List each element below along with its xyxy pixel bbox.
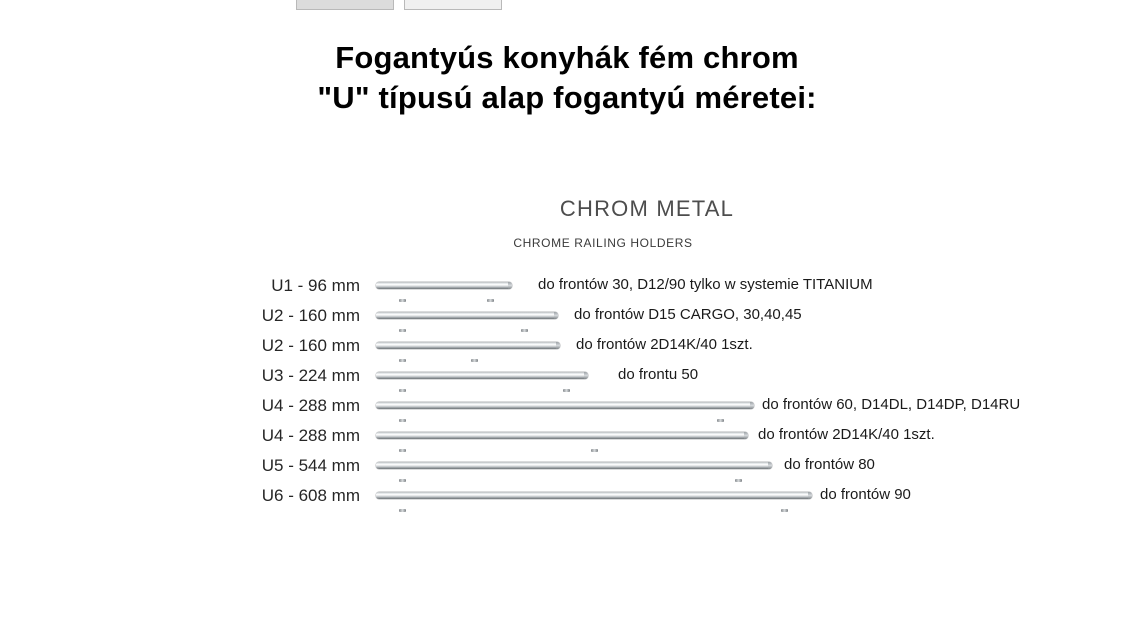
handle-leg-1 bbox=[400, 317, 405, 332]
handle-rail bbox=[376, 402, 754, 409]
handle-size-label: U4 - 288 mm bbox=[261, 396, 360, 415]
handle-leg-2 bbox=[736, 467, 741, 482]
handle-graphic bbox=[376, 392, 754, 420]
handle-row bbox=[0, 332, 1134, 362]
handle-leg-2 bbox=[718, 407, 723, 422]
brand-block bbox=[0, 196, 1134, 250]
handle-leg-2 bbox=[592, 437, 597, 452]
handle-row bbox=[0, 362, 1134, 392]
handle-rail bbox=[376, 372, 588, 379]
handle-size-label: U4 - 288 mm bbox=[261, 426, 360, 445]
handle-application-note: do frontów 90 bbox=[820, 486, 911, 503]
handle-leg-1 bbox=[400, 437, 405, 452]
handle-leg-1 bbox=[400, 347, 405, 362]
top-image-strip bbox=[0, 0, 1134, 10]
handle-leg-2 bbox=[782, 497, 787, 512]
brand-name: CHROM METAL bbox=[559, 196, 735, 221]
handle-size-label: U5 - 544 mm bbox=[261, 456, 360, 475]
handle-graphic bbox=[376, 302, 558, 330]
title-line-1: Fogantyús konyhák fém chrom bbox=[335, 40, 799, 75]
handle-application-note: do frontów 2D14K/40 1szt. bbox=[576, 336, 753, 353]
handle-row bbox=[0, 272, 1134, 302]
handle-row bbox=[0, 392, 1134, 422]
strip-fragment-right bbox=[404, 0, 502, 10]
strip-fragment-left bbox=[296, 0, 394, 10]
page-title bbox=[0, 38, 1134, 118]
handle-graphic bbox=[376, 362, 588, 390]
handle-leg-1 bbox=[400, 377, 405, 392]
handle-size-label: U1 - 96 mm bbox=[271, 276, 360, 295]
handle-application-note: do frontów 30, D12/90 tylko w systemie TITANIUM bbox=[538, 276, 873, 293]
handle-leg-1 bbox=[400, 497, 405, 512]
handle-application-note: do frontów 80 bbox=[784, 456, 875, 473]
handle-graphic bbox=[376, 452, 772, 480]
handle-size-label: U3 - 224 mm bbox=[261, 366, 360, 385]
handle-application-note: do frontów D15 CARGO, 30,40,45 bbox=[574, 306, 802, 323]
title-line-2: "U" típusú alap fogantyú méretei: bbox=[317, 80, 817, 115]
handle-application-note: do frontów 2D14K/40 1szt. bbox=[758, 426, 935, 443]
handle-application-note: do frontów 60, D14DL, D14DP, D14RU bbox=[762, 396, 1021, 413]
handle-row bbox=[0, 422, 1134, 452]
handle-leg-1 bbox=[400, 407, 405, 422]
handle-size-label: U2 - 160 mm bbox=[261, 336, 360, 355]
handle-graphic bbox=[376, 272, 512, 300]
handle-graphic bbox=[376, 332, 560, 360]
handle-leg-2 bbox=[564, 377, 569, 392]
handle-leg-2 bbox=[522, 317, 527, 332]
handle-leg-1 bbox=[400, 287, 405, 302]
handle-row bbox=[0, 452, 1134, 482]
handle-application-note: do frontu 50 bbox=[618, 366, 699, 383]
handle-leg-1 bbox=[400, 467, 405, 482]
handle-size-label: U6 - 608 mm bbox=[261, 486, 360, 505]
handle-row bbox=[0, 482, 1134, 512]
handle-size-label: U2 - 160 mm bbox=[261, 306, 360, 325]
handle-size-list bbox=[0, 272, 1134, 512]
handle-graphic bbox=[376, 422, 748, 450]
handle-row bbox=[0, 302, 1134, 332]
handle-graphic bbox=[376, 482, 812, 510]
brand-subtitle: CHROME RAILING HOLDERS bbox=[513, 236, 693, 250]
handle-rail bbox=[376, 492, 812, 499]
handle-leg-2 bbox=[472, 347, 477, 362]
handle-leg-2 bbox=[488, 287, 493, 302]
handle-rail bbox=[376, 432, 748, 439]
handle-rail bbox=[376, 462, 772, 469]
